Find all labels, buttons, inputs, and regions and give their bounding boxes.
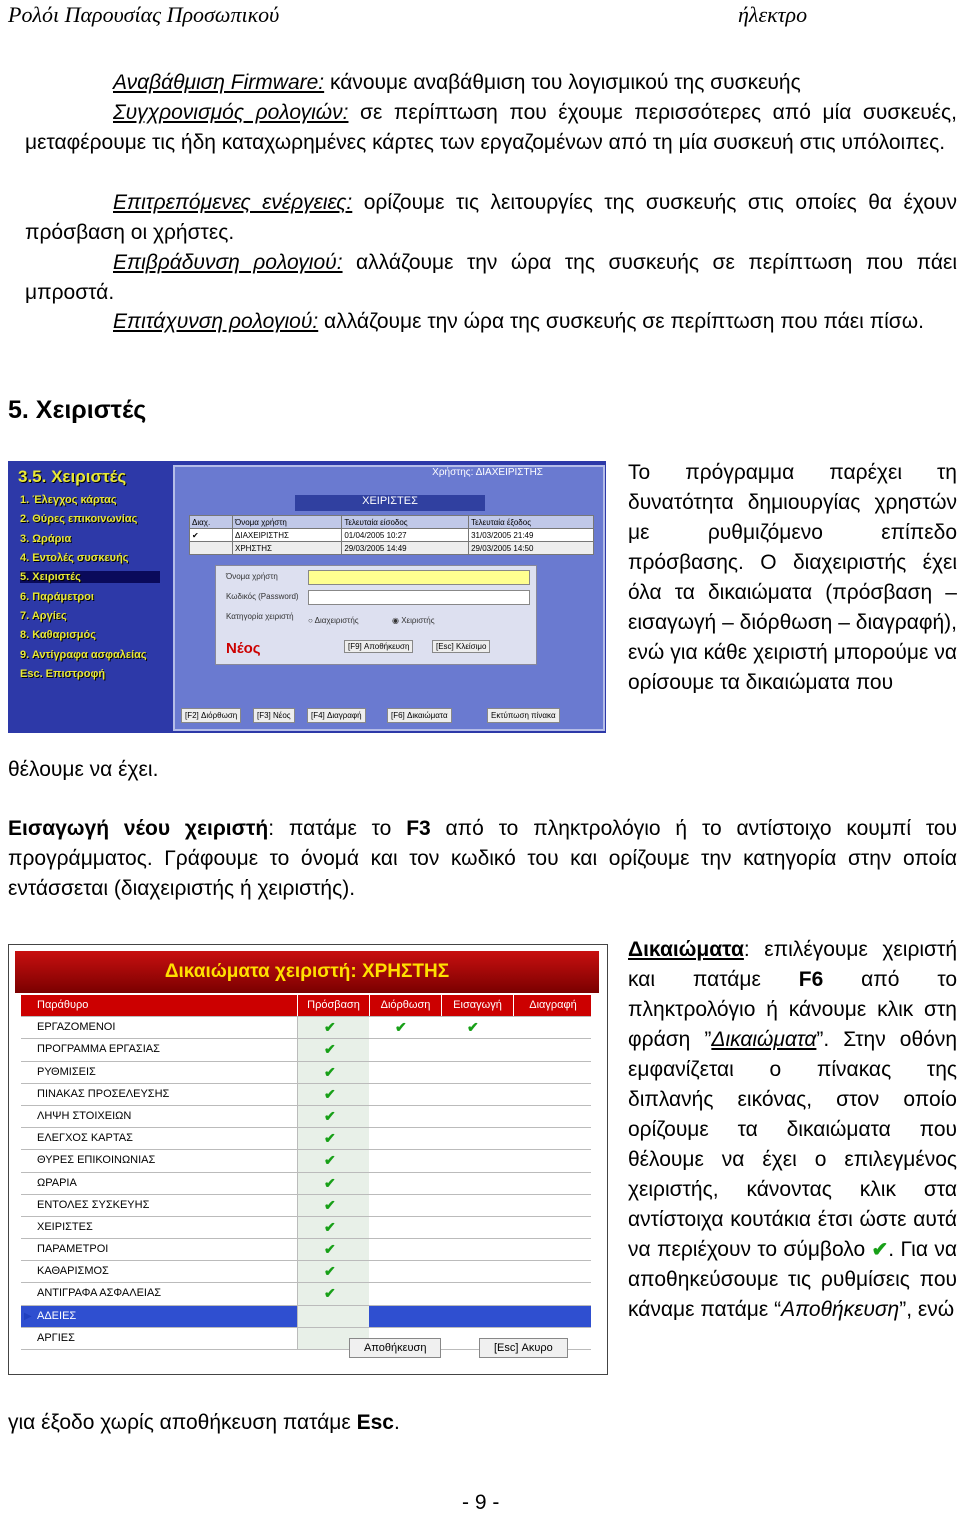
rights-checkbox[interactable] [513, 1039, 591, 1060]
table-row[interactable] [190, 529, 594, 542]
check-icon: ✔ [324, 1241, 336, 1258]
check-icon: ✔ [324, 1152, 336, 1169]
rights-checkbox[interactable] [513, 1173, 591, 1194]
para-fast [25, 307, 957, 337]
close-button[interactable]: [Esc] Κλείσιμο [432, 640, 490, 653]
radio-admin[interactable]: ○ Διαχειριστής [308, 616, 359, 625]
check-icon: ✔ [395, 1019, 407, 1036]
col-header: Διαχ. [190, 516, 233, 529]
check-icon: ✔ [324, 1019, 336, 1036]
radio-operator-label: Χειριστής [401, 616, 435, 625]
rights-key: F6 [798, 968, 824, 991]
menu-item-selected[interactable]: 5. Χειριστές [20, 571, 160, 583]
para-exit [8, 1408, 400, 1438]
rights-checkbox[interactable] [441, 1084, 512, 1105]
row-pointer-icon: ▶ [24, 1310, 32, 1322]
insert-t1: : πατάμε το [268, 817, 407, 840]
exit-t2: . [393, 1411, 400, 1434]
col-header: Εισαγωγή [441, 995, 513, 1016]
rights-row[interactable] [21, 1195, 591, 1217]
rights-checkbox[interactable] [369, 1150, 440, 1171]
username-label: Όνομα χρήστη [226, 572, 278, 581]
operators-screenshot [8, 461, 606, 733]
rights-checkbox[interactable] [297, 1239, 369, 1260]
col-header: Παράθυρο [37, 999, 89, 1011]
rights-row-label: ΚΑΘΑΡΙΣΜΟΣ [37, 1265, 109, 1278]
rights-checkbox[interactable] [513, 1017, 591, 1038]
menu-item[interactable]: 6. Παράμετροι [20, 591, 94, 603]
new-button[interactable]: [F3] Νέος [253, 708, 295, 723]
rights-checkbox[interactable] [297, 1283, 369, 1304]
menu-item[interactable]: 7. Αργίες [20, 610, 67, 622]
right-text-1: Το πρόγραμμα παρέχει τη δυνατότητα δημιουργίας χρηστών με ρυθμιζόμενο επίπεδο πρόσβασης. Ο διαχειριστής έχει όλα τα δικαιώματα (πρόσβαση – εισαγωγή – διόρθωση – διαγραφή), ενώ για κάθε χειριστή μπορούμε να ορίσουμε τα δικαιώματα που [628, 461, 957, 694]
password-input[interactable] [308, 590, 530, 605]
exit-t1: για έξοδο χωρίς αποθήκευση πατάμε [8, 1411, 357, 1434]
table-cell: 29/03/2005 14:49 [342, 542, 469, 555]
para-allowed [25, 188, 957, 248]
rights-checkbox[interactable] [513, 1128, 591, 1149]
rights-row-label: ΛΗΨΗ ΣΤΟΙΧΕΙΩΝ [37, 1109, 132, 1122]
rights-checkbox[interactable] [441, 1062, 512, 1083]
rights-row-label: ΕΝΤΟΛΕΣ ΣΥΣΚΕΥΗΣ [37, 1198, 150, 1211]
firmware-term: Αναβάθμιση Firmware: [113, 71, 325, 94]
rights-checkbox[interactable] [297, 1017, 369, 1038]
rights-checkbox[interactable] [441, 1039, 512, 1060]
rights-checkbox[interactable] [297, 1106, 369, 1127]
rights-checkbox[interactable] [441, 1128, 512, 1149]
rights-checkbox[interactable] [297, 1062, 369, 1083]
rights-checkbox[interactable] [369, 1217, 440, 1238]
slow-term: Επιβράδυνση ρολογιού: [113, 251, 343, 274]
rights-row[interactable] [21, 1306, 591, 1328]
col-header: Πρόσβαση [297, 995, 369, 1016]
allowed-text: ορίζουμε τις λειτουργίες της συσκευής στις οποίες θα έχουν πρόσβαση οι χρήστες. [25, 191, 958, 244]
table-cell: ✔ [190, 529, 233, 542]
category-label: Κατηγορία χειριστή [226, 612, 294, 621]
rights-checkbox[interactable] [369, 1173, 440, 1194]
col-header: Τελευταία έξοδος [469, 516, 594, 529]
rights-checkbox[interactable] [369, 1017, 440, 1038]
operators-window [173, 465, 605, 731]
rights-term: Δικαιώματα [628, 938, 744, 961]
rights-row[interactable] [21, 1261, 591, 1283]
col-header: Διαγραφή [513, 995, 592, 1016]
rights-screenshot [8, 944, 608, 1375]
rights-row-label: ΩΡΑΡΙΑ [37, 1176, 77, 1189]
sync-text: σε περίπτωση που έχουμε περισσότερες από μία συσκευές, μεταφέρουμε τις ήδη καταχωρημένες κάρτες των εργαζομένων από τη μία συσκευή στις υπόλοιπες. [25, 101, 958, 154]
rights-checkbox[interactable] [441, 1261, 512, 1282]
menu-item[interactable]: 3. Ωράρια [20, 533, 72, 545]
rights-checkbox[interactable] [297, 1195, 369, 1216]
rights-row-label: ΕΡΓΑΖΟΜΕΝΟΙ [37, 1021, 116, 1034]
rights-t5: ”, ενώ [899, 1298, 955, 1321]
rights-t2: από το πληκτρολόγιο ή κάνουμε κλικ στη φράση ” [628, 968, 958, 1051]
check-icon: ✔ [324, 1130, 336, 1147]
check-icon: ✔ [324, 1196, 336, 1213]
para-firmware [25, 68, 957, 98]
edit-button[interactable]: [F2] Διόρθωση [181, 708, 241, 723]
page-number: - 9 - [462, 1491, 500, 1514]
rights-row[interactable] [21, 1173, 591, 1195]
check-icon: ✔ [324, 1263, 336, 1280]
rights-row-label: ΑΔΕΙΕΣ [37, 1309, 77, 1322]
check-icon: ✔ [324, 1041, 336, 1058]
col-header: Τελευταία είσοδος [342, 516, 469, 529]
header-brand: ήλεκτρο [738, 2, 808, 27]
rights-checkbox[interactable] [513, 1106, 591, 1127]
col-header: Διόρθωση [369, 995, 441, 1016]
rights-checkbox[interactable] [441, 1017, 512, 1038]
rights-t3: ”. Στην οθόνη εμφανίζεται ο πίνακας της διπλανής εικόνας, στον οποίο ορίζουμε τα δικαιώματα που θέλουμε να έχει ο επιλεγμένος χειριστής, κάνοντας κλικ στα αντίστοιχα κουτάκια έτσι ώστε αυτά να περιέχουν το σύμβολο [628, 1028, 957, 1261]
rights-row[interactable] [21, 1106, 591, 1128]
rights-checkbox[interactable] [297, 1173, 369, 1194]
rights-row[interactable] [21, 1239, 591, 1261]
password-label: Κωδικός (Password) [226, 592, 299, 601]
rights-checkbox[interactable] [513, 1150, 591, 1171]
rights-cancel-button[interactable]: [Esc] Ακυρο [479, 1338, 568, 1358]
rights-checkbox[interactable] [513, 1306, 591, 1327]
rights-checkbox[interactable] [441, 1195, 512, 1216]
delete-button[interactable]: [F4] Διαγραφή [307, 708, 366, 723]
check-icon: ✔ [324, 1174, 336, 1191]
insert-term: Εισαγωγή νέου χειριστή [8, 817, 269, 840]
check-icon: ✔ [467, 1019, 479, 1036]
rights-checkbox[interactable] [297, 1084, 369, 1105]
rights-row-label: ΧΕΙΡΙΣΤΕΣ [37, 1220, 93, 1233]
rights-checkbox[interactable] [441, 1173, 512, 1194]
menu-title: 3.5. Χειριστές [18, 467, 127, 486]
rights-row[interactable] [21, 1128, 591, 1150]
rights-checkbox[interactable] [441, 1239, 512, 1260]
para-sync [25, 98, 957, 158]
menu-item[interactable]: 8. Καθαρισμός [20, 629, 96, 641]
checkmark-icon: ✔ [871, 1239, 889, 1261]
rights-row-label: ΕΛΕΓΧΟΣ ΚΑΡΤΑΣ [37, 1132, 133, 1145]
rights-row-label: ΑΝΤΙΓΡΑΦΑ ΑΣΦΑΛΕΙΑΣ [37, 1287, 162, 1300]
check-icon: ✔ [324, 1218, 336, 1235]
operators-table [189, 515, 594, 555]
rights-header-row [21, 995, 591, 1017]
rights-checkbox[interactable] [513, 1283, 591, 1304]
save-button[interactable]: [F9] Αποθήκευση [344, 640, 413, 653]
rights-save-button[interactable]: Αποθήκευση [349, 1338, 441, 1358]
rights-row[interactable] [21, 1062, 591, 1084]
fast-text: αλλάζουμε την ώρα της συσκευής σε περίπτωση που πάει πίσω. [318, 310, 924, 333]
radio-operator[interactable]: ◉ Χειριστής [392, 616, 435, 625]
print-button[interactable]: Εκτύπωση πίνακα [487, 708, 560, 723]
check-icon: ✔ [324, 1107, 336, 1124]
menu-item[interactable]: 4. Εντολές συσκευής [20, 552, 129, 564]
rights-checkbox[interactable] [297, 1306, 369, 1327]
rights-row-label: ΠΡΟΓΡΑΜΜΑ ΕΡΓΑΣΙΑΣ [37, 1043, 160, 1056]
rights-checkbox[interactable] [513, 1261, 591, 1282]
rights-row-label: ΠΙΝΑΚΑΣ ΠΡΟΣΕΛΕΥΣΗΣ [37, 1087, 170, 1100]
rights-title: Δικαιώματα χειριστή: ΧΡΗΣΤΗΣ [15, 951, 599, 993]
table-header-row [190, 516, 594, 529]
rights-checkbox[interactable] [513, 1217, 591, 1238]
new-label: Νέος [226, 640, 261, 657]
rights-checkbox[interactable] [369, 1239, 440, 1260]
fast-term: Επιτάχυνση ρολογιού: [113, 310, 319, 333]
menu-item[interactable]: Esc. Επιστροφή [20, 668, 106, 680]
rights-row-label: ΠΑΡΑΜΕΤΡΟΙ [37, 1243, 109, 1256]
rights-checkbox[interactable] [513, 1062, 591, 1083]
allowed-term: Επιτρεπόμενες ενέργειες: [113, 191, 353, 214]
rights-checkbox[interactable] [369, 1261, 440, 1282]
rights-checkbox[interactable] [369, 1106, 440, 1127]
table-cell: 31/03/2005 21:49 [469, 529, 594, 542]
rights-button[interactable]: [F6] Δικαιώματα [387, 708, 452, 723]
menu-item[interactable]: 1. Έλεγχος κάρτας [20, 494, 117, 506]
radio-admin-label: Διαχειριστής [314, 616, 359, 625]
insert-t2: από το πληκτρολόγιο ή το αντίστοιχο κουμπί του προγράμματος. Γράφουμε το όνομά και τον κωδικό του και ορίζουμε την κατηγορία στην οποία εντάσσεται (διαχειριστής ή χειριστής). [8, 817, 958, 900]
rights-t4: . Για να αποθηκεύσουμε τις ρυθμίσεις που κάναμε πατάμε “ [628, 1238, 957, 1321]
sync-term: Συγχρονισμός ρολογιών: [113, 101, 349, 124]
left-continuation: θέλουμε να έχει. [8, 758, 159, 781]
para-slow [25, 248, 957, 308]
rights-row[interactable] [21, 1039, 591, 1061]
slow-text: αλλάζουμε την ώρα της συσκευής σε περίπτωση που πάει μπροστά. [25, 251, 957, 304]
rights-checkbox[interactable] [369, 1128, 440, 1149]
check-icon: ✔ [324, 1285, 336, 1302]
operator-form [215, 565, 537, 665]
window-header: ΧΕΙΡΙΣΤΕΣ [295, 495, 485, 511]
table-cell: ΔΙΑΧΕΙΡΙΣΤΗΣ [233, 529, 342, 542]
rights-checkbox[interactable] [297, 1217, 369, 1238]
section-heading: 5. Χειριστές [8, 396, 147, 424]
rights-save-word: Αποθήκευση [781, 1298, 900, 1321]
rights-checkbox[interactable] [441, 1217, 512, 1238]
firmware-text: κάνουμε αναβάθμιση του λογισμικού της συσκευής [324, 71, 801, 94]
exit-key: Esc [356, 1411, 394, 1434]
table-cell: ΧΡΗΣΤΗΣ [233, 542, 342, 555]
rights-checkbox[interactable] [369, 1195, 440, 1216]
rights-row[interactable] [21, 1283, 591, 1305]
rights-row[interactable] [21, 1084, 591, 1106]
rights-grid [21, 995, 591, 1350]
username-input[interactable] [308, 570, 530, 585]
rights-checkbox[interactable] [513, 1239, 591, 1260]
rights-checkbox[interactable] [441, 1306, 512, 1327]
rights-checkbox[interactable] [441, 1106, 512, 1127]
rights-checkbox[interactable] [513, 1195, 591, 1216]
rights-checkbox[interactable] [297, 1261, 369, 1282]
table-cell [190, 542, 233, 555]
table-row[interactable] [190, 542, 594, 555]
rights-row-label: ΑΡΓΙΕΣ [37, 1331, 75, 1344]
window-title: Χρήστης: ΔΙΑΧΕΙΡΙΣΤΗΣ [432, 467, 543, 478]
rights-t1: : επιλέγουμε χειριστή και πατάμε [628, 938, 957, 991]
table-cell: 29/03/2005 14:50 [469, 542, 594, 555]
rights-checkbox[interactable] [441, 1283, 512, 1304]
rights-phrase: Δικαιώματα [711, 1028, 817, 1051]
header-title: Ρολόι Παρουσίας Προσωπικού [8, 2, 280, 27]
check-icon: ✔ [324, 1063, 336, 1080]
rights-checkbox[interactable] [369, 1084, 440, 1105]
insert-key: F3 [406, 817, 431, 840]
rights-row[interactable] [21, 1217, 591, 1239]
rights-checkbox[interactable] [369, 1062, 440, 1083]
para-rights [628, 935, 957, 1325]
table-cell: 01/04/2005 10:27 [342, 529, 469, 542]
check-icon: ✔ [324, 1085, 336, 1102]
rights-row-label: ΡΥΘΜΙΣΕΙΣ [37, 1065, 96, 1078]
para-insert [8, 814, 957, 904]
rights-checkbox[interactable] [297, 1128, 369, 1149]
rights-checkbox[interactable] [297, 1039, 369, 1060]
menu-item[interactable]: 2. Θύρες επικοινωνίας [20, 513, 138, 525]
rights-row-label: ΘΥΡΕΣ ΕΠΙΚΟΙΝΩΝΙΑΣ [37, 1154, 156, 1167]
menu-item[interactable]: 9. Αντίγραφα ασφαλείας [20, 649, 147, 661]
rights-checkbox[interactable] [369, 1306, 440, 1327]
rights-checkbox[interactable] [369, 1039, 440, 1060]
col-header: Όνομα χρήστη [233, 516, 342, 529]
rights-checkbox[interactable] [513, 1084, 591, 1105]
rights-row[interactable] [21, 1150, 591, 1172]
rights-checkbox[interactable] [297, 1150, 369, 1171]
rights-checkbox[interactable] [441, 1150, 512, 1171]
rights-row[interactable] [21, 1017, 591, 1039]
rights-checkbox[interactable] [369, 1283, 440, 1304]
